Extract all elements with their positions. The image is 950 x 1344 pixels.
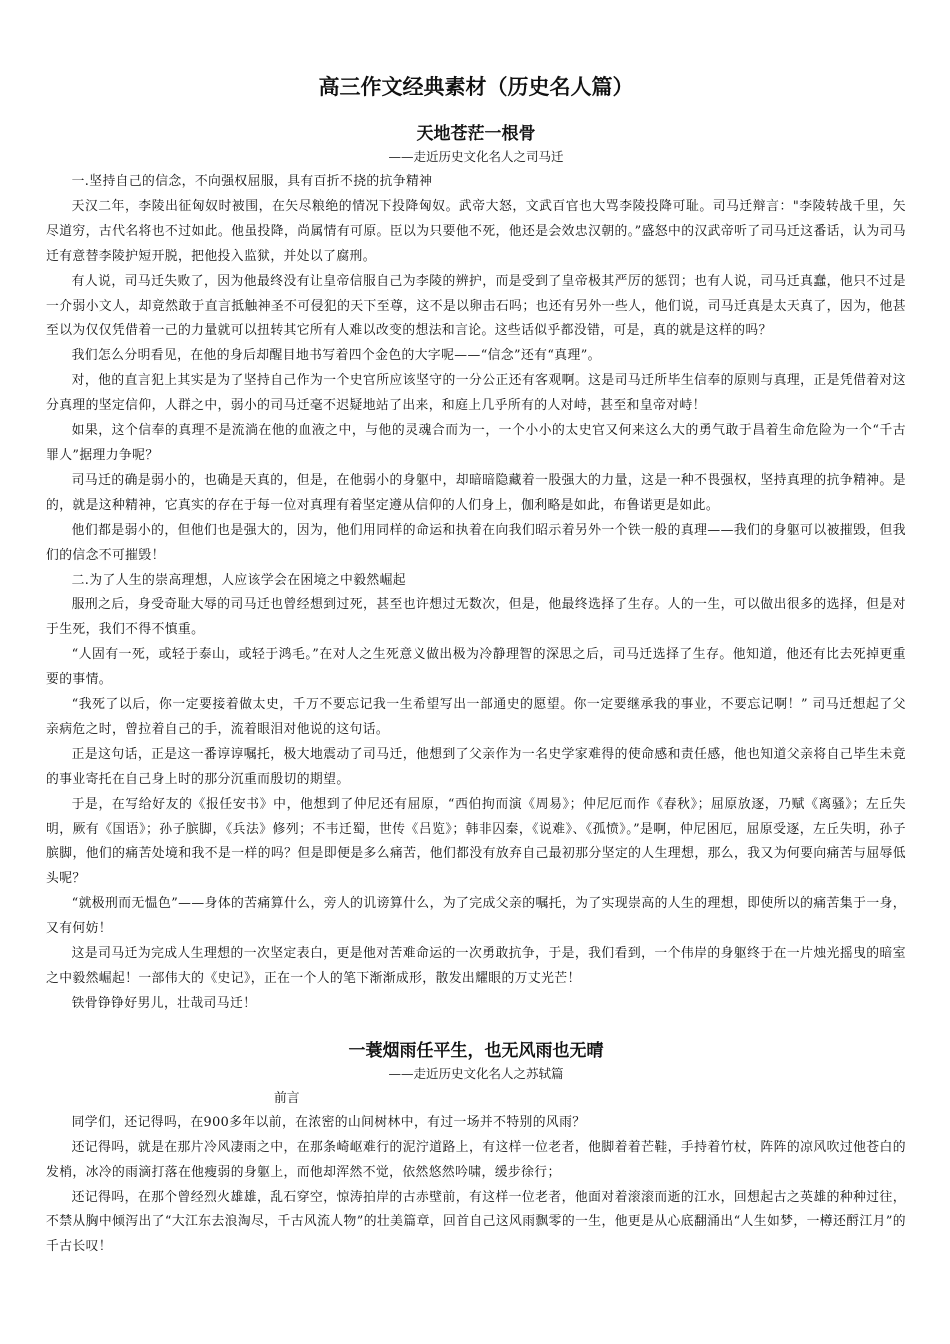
paragraph: 天汉二年，李陵出征匈奴时被围，在矢尽粮绝的情况下投降匈奴。武帝大怒，文武百官也大骂李陵投降可耻。司马迁辩言："李陵转战千里，矢尽道穷，古代名将也不过如此。他虽投降，尚属情有可原。臣以为只要他不死，他还是会效忠汉朝的。”盛怒中的汉武帝听了司马迁这番话，认为司马迁有意替李陵护短开脱，把他投入监狱，并处以了腐刑。	[46, 198, 906, 264]
document-title: 高三作文经典素材（历史名人篇）	[318, 75, 634, 99]
paragraph: 这是司马迁为完成人生理想的一次坚定表白，更是他对苦难命运的一次勇敢抗争，于是，我们看到，一个伟岸的身躯终于在一片烛光摇曳的暗室之中毅然崛起！一部伟大的《史记》，正在一个人的笔下渐渐成形，散发出耀眼的万丈光芒！	[46, 946, 906, 986]
paragraph: 我们怎么分明看见，在他的身后却醒目地书写着四个金色的大字呢——“信念”还有“真理”。	[71, 348, 601, 364]
paragraph: “就极刑而无愠色”——身体的苦痛算什么，旁人的讥谤算什么，为了完成父亲的嘱托，为了实现崇高的人生的理想，即使所以的痛苦集于一身，又有何妨！	[46, 896, 906, 937]
paragraph: 于是，在写给好友的《报任安书》中，他想到了仲尼还有屈原，“西伯拘而演《周易》；仲尼厄而作《春秋》；屈原放逐，乃赋《离骚》；左丘失明，厥有《国语》；孙子膑脚，《兵法》修列；不韦迁蜀，世传《吕览》；韩非囚秦，《说难》、《孤愤》。”是啊，仲尼困厄，屈原受逐，左丘失明，孙子膑脚，他们的痛苦处境和我不是一样的吗？但是即便是多么痛苦，他们都没有放弃自己最初那分坚定的人生理想，那么，我又为何要向痛苦与屈辱低头呢？	[46, 796, 906, 887]
section-su-shi	[46, 1039, 906, 1260]
preface-label: 前言	[274, 1090, 300, 1106]
paragraph: 他们都是弱小的，但他们也是强大的，因为，他们用同样的命运和执着在向我们昭示着另外一个铁一般的真理——我们的身躯可以被摧毁，但我们的信念不可摧毁！	[46, 522, 906, 563]
document-page	[46, 0, 906, 1260]
paragraph: 铁骨铮铮好男儿，壮哉司马迁！	[71, 995, 257, 1011]
section2-title: 一蓑烟雨任平生，也无风雨也无晴	[348, 1040, 604, 1061]
paragraph: 还记得吗，在那个曾经烈火雄雄，乱石穿空，惊涛拍岸的古赤壁前，有这样一位老者，他面对着滚滚而逝的江水，回想起古之英雄的种种过往，不禁从胸中倾泻出了“大江东去浪淘尽，千古风流人物”的壮美篇章，回首自己这风雨飘零的一生，他更是从心底翻涌出“人生如梦，一樽还酹江月”的千古长叹！	[46, 1189, 906, 1255]
paragraph: 服刑之后，身受奇耻大辱的司马迁也曾经想到过死，甚至也许想过无数次，但是，他最终选择了生存。人的一生，可以做出很多的选择，但是对于生死，我们不得不慎重。	[46, 597, 906, 638]
section-sima-qian	[46, 122, 906, 1017]
section1-heading-1: 一.坚持自己的信念，不向强权屈服，具有百折不挠的抗争精神	[71, 174, 433, 189]
paragraph: 同学们，还记得吗，在900多年以前，在浓密的山间树林中，有过一场并不特别的风雨？	[71, 1114, 586, 1130]
section2-subtitle: ——走近历史文化名人之苏轼篇	[388, 1065, 564, 1081]
paragraph: “人固有一死，或轻于泰山，或轻于鸿毛。”在对人之生死意义做出极为冷静理智的深思之后，司马迁选择了生存。他知道，他还有比去死掉更重要的事情。	[46, 647, 906, 688]
paragraph: 对，他的直言犯上其实是为了坚持自己作为一个史官所应该坚守的一分公正还有客观啊。这是司马迁所毕生信奉的原则与真理，正是凭借着对这分真理的坚定信仰，人群之中，弱小的司马迁毫不迟疑地站了出来，和庭上几乎所有的人对峙，甚至和皇帝对峙！	[46, 373, 906, 414]
paragraph: 如果，这个信奉的真理不是流淌在他的血液之中，与他的灵魂合而为一，一个小小的太史官又何来这么大的勇气敢于昌着生命危险为一个“千古罪人”据理力争呢？	[46, 423, 906, 463]
section1-title: 天地苍茫一根骨	[416, 124, 536, 144]
section1-subtitle: ——走近历史文化名人之司马迁	[388, 149, 564, 164]
section1-heading-2: 二.为了人生的崇高理想，人应该学会在困境之中毅然崛起	[71, 572, 406, 588]
paragraph: “我死了以后，你一定要接着做太史，千万不要忘记我一生希望写出一部通史的愿望。你一定要继承我的事业，不要忘记啊！” 司马迁想起了父亲病危之时，曾拉着自己的手，流着眼泪对他说的这句话。	[46, 697, 906, 737]
paragraph: 正是这句话，正是这一番谆谆嘱托，极大地震动了司马迁，他想到了父亲作为一名史学家难得的使命感和责任感，他也知道父亲将自己毕生未竟的事业寄托在自己身上时的那分沉重而殷切的期望。	[46, 746, 906, 787]
paragraph: 还记得吗，就是在那片冷风凄雨之中，在那条崎岖难行的泥泞道路上，有这样一位老者，他脚着着芒鞋，手持着竹杖，阵阵的凉风吹过他苍白的发梢，冰冷的雨滴打落在他瘦弱的身躯上，而他却浑然不觉，依然悠然吟啸，缓步徐行；	[46, 1139, 906, 1180]
paragraph: 司马迁的确是弱小的，也确是天真的，但是，在他弱小的身躯中，却暗暗隐藏着一股强大的力量，这是一种不畏强权，坚持真理的抗争精神。是的，就是这种精神，它真实的存在于每一位对真理有着坚定遵从信仰的人们身上，伽利略是如此，布鲁诺更是如此。	[46, 472, 906, 513]
paragraph: 有人说，司马迁失败了，因为他最终没有让皇帝信服自己为李陵的辨护，而是受到了皇帝极其严厉的惩罚；也有人说，司马迁真蠢，他只不过是一介弱小文人，却竟然敢于直言抵触神圣不可侵犯的天下至尊，这不是以卵击石吗；也还有另外一些人，他们说，司马迁真是太天真了，因为，他甚至以为仅仅凭借着一己的力量就可以扭转其它所有人难以改变的想法和言论。这些话似乎都没错，可是，真的就是这样的吗？	[46, 273, 906, 339]
